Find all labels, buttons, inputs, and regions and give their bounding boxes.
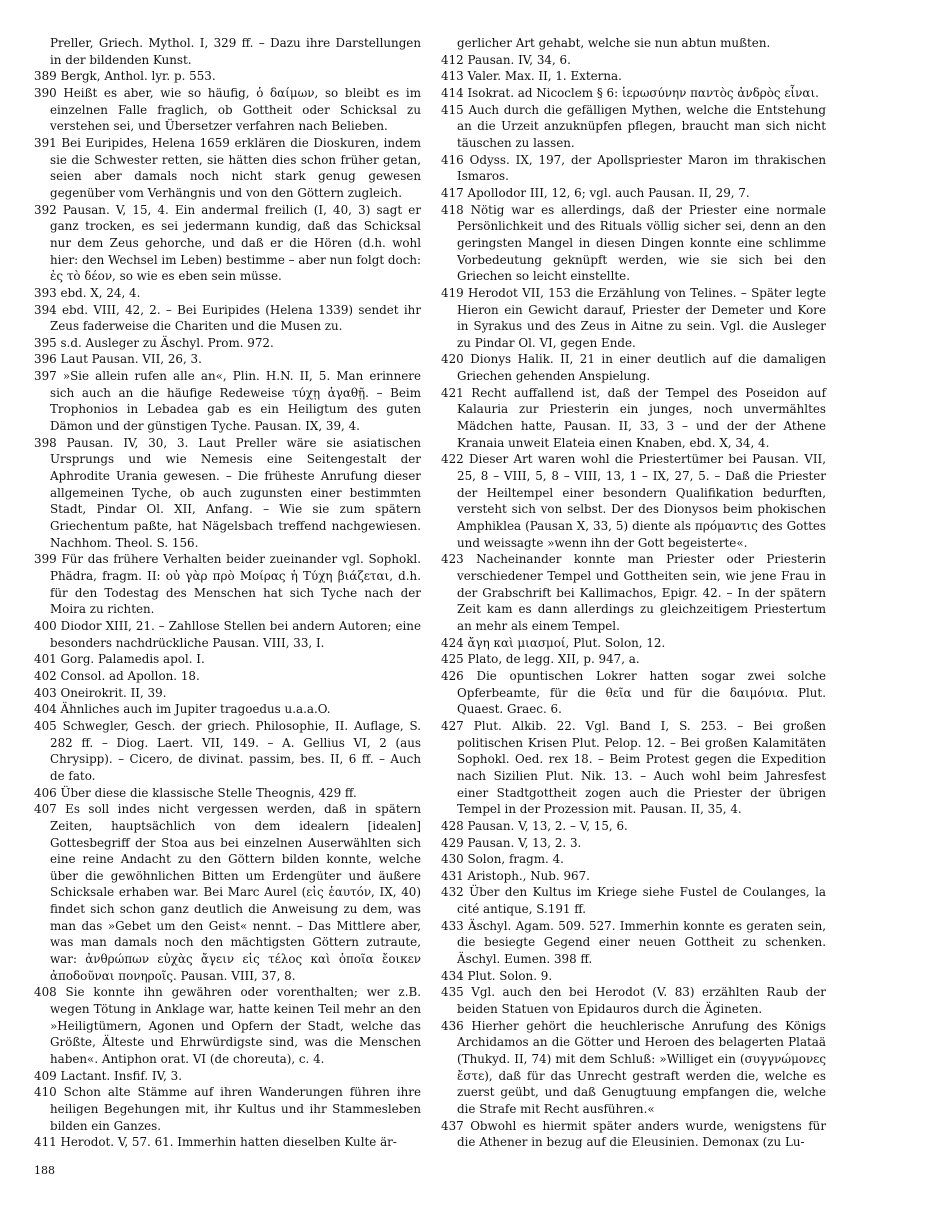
footnote-number: 414 — [441, 85, 464, 100]
footnote-429 — [441, 835, 826, 852]
footnote-text: Apollodor III, 12, 6; vgl. auch Pausan. II, 29, 7. — [467, 185, 750, 200]
footnote-text: Pausan. IV, 30, 3. Laut Preller wäre sie asiatischen Ursprungs und wie Nemesis eine Seitengestalt der Aphrodite Urania gewesen. – Die früheste Anrufung dieser allgemeinen Tyche, ob auch zugunsten einer bestimmten Stadt, Pindar Ol. XII, Anfang. – Wie sie zum spätern Griechentum paßte, hat Nägelsbach treffend nachgewiesen. Nachhom. Theol. S. 156. — [50, 435, 422, 550]
footnote-number: 416 — [441, 152, 464, 167]
footnote-number: 429 — [441, 835, 464, 850]
footnote-number: 398 — [34, 435, 57, 450]
footnote-number: 428 — [441, 818, 464, 833]
footnote-text: Herodot VII, 153 die Erzählung von Telines. – Später legte Hieron ein Gewicht darauf, Priester der Demeter und Kore in Syrakus und des Zeus in Aitne zu sein. Vgl. die Ausleger zu Pindar Ol. VI, gegen Ende. — [457, 285, 827, 350]
footnote-number: 401 — [34, 652, 57, 667]
footnote-number: 410 — [34, 1085, 57, 1100]
footnote-number: 417 — [441, 185, 464, 200]
footnote-389 — [34, 68, 421, 85]
footnote-number: 400 — [34, 618, 57, 633]
footnote-number: 419 — [441, 285, 464, 300]
footnote-text: Bergk, Anthol. lyr. p. 553. — [60, 69, 216, 84]
footnote-text: Pausan. V, 15, 4. Ein andermal freilich (I, 40, 3) sagt er ganz trocken, es sei jedermann kundig, daß das Schicksal nur dem Zeus gehorche, und daß er die Hören (d.h. wohl hier: den Wechsel im Leben) bestimme – aber nun folgt doch: ἐς τὸ δέον, so wie es eben sein müsse. — [50, 202, 422, 284]
footnote-text: ἄγη καὶ μιασμοί, Plut. Solon, 12. — [467, 635, 666, 650]
footnote-424 — [441, 635, 826, 652]
footnote-number: 404 — [34, 702, 57, 717]
footnote-436 — [441, 1018, 826, 1118]
footnote-text: Plato, de legg. XII, p. 947, a. — [467, 652, 640, 667]
footnote-404 — [34, 701, 421, 718]
footnote-number: 420 — [441, 352, 464, 367]
footnote-text: Die opuntischen Lokrer hatten sogar zwei solche Opferbeamte, für die θεῖα und für die δαιμόνια. Plut. Quaest. Graec. 6. — [457, 668, 826, 717]
footnote-number: 436 — [441, 1018, 464, 1033]
footnote-continuation — [441, 35, 826, 52]
footnote-number: 437 — [441, 1118, 464, 1133]
footnote-number: 425 — [441, 652, 464, 667]
footnote-number: 422 — [441, 452, 464, 467]
footnote-428 — [441, 818, 826, 835]
footnote-text: Consol. ad Apollon. 18. — [60, 668, 200, 683]
footnote-text: Ähnliches auch im Jupiter tragoedus u.a.a.O. — [60, 702, 331, 717]
footnote-number: 426 — [441, 668, 464, 683]
footnote-425 — [441, 651, 826, 668]
footnote-414 — [441, 85, 826, 102]
footnote-text: Isokrat. ad Nicoclem § 6: ἱερωσύνην παντὸς ἀνδρὸς εἶναι. — [467, 85, 819, 100]
footnote-number: 392 — [34, 202, 57, 217]
footnote-text: Recht auffallend ist, daß der Tempel des Poseidon auf Kalauria zur Priesterin ein junges, noch unvermähltes Mädchen hatte, Pausan. II, 33, 3 – und der der Athene Kranaia unweit Elateia einen Knaben, ebd. X, 34, 4. — [457, 385, 826, 450]
footnote-number: 427 — [441, 718, 464, 733]
footnote-435 — [441, 984, 826, 1017]
footnote-408 — [34, 984, 421, 1067]
footnote-number: 408 — [34, 985, 57, 1000]
footnote-text: Plut. Alkib. 22. Vgl. Band I, S. 253. – Bei großen politischen Krisen Plut. Pelop. 12. – Bei großen Kalamitäten Sophokl. Oed. rex 18. – Beim Protest gegen die Expedition nach Sizilien Plut. Nik. 13. – Auch wohl beim Jahresfest einer Stadtgottheit zogen auch die Priester der übrigen Tempel in der Prozession mit. Pausan. II, 35, 4. — [457, 718, 826, 817]
footnote-number: 434 — [441, 968, 464, 983]
footnote-401 — [34, 651, 421, 668]
footnote-419 — [441, 285, 826, 352]
footnote-text: gerlicher Art gehabt, welche sie nun abtun mußten. — [457, 36, 771, 50]
footnote-393 — [34, 285, 421, 302]
footnote-number: 415 — [441, 102, 464, 117]
footnote-399 — [34, 551, 421, 618]
footnote-number: 412 — [441, 52, 464, 67]
footnote-number: 418 — [441, 202, 464, 217]
footnote-434 — [441, 968, 826, 985]
footnote-number: 394 — [34, 302, 57, 317]
footnote-392 — [34, 202, 421, 285]
footnote-403 — [34, 685, 421, 702]
footnote-405 — [34, 718, 421, 785]
footnote-number: 409 — [34, 1068, 57, 1083]
footnote-number: 405 — [34, 718, 57, 733]
footnote-number: 407 — [34, 802, 57, 817]
footnote-433 — [441, 918, 826, 968]
footnote-text: Über den Kultus im Kriege siehe Fustel de Coulanges, la cité antique, S.191 ff. — [457, 885, 827, 917]
footnote-409 — [34, 1068, 421, 1085]
footnote-number: 424 — [441, 635, 464, 650]
footnote-text: Dionys Halik. II, 21 in einer deutlich auf die damaligen Griechen gehenden Anspielung. — [457, 352, 827, 384]
footnote-text: Nötig war es allerdings, daß der Priester eine normale Persönlichkeit und des Rituals völlig sicher sei, denn an den geringsten Mangel in diesen Dingen konnte eine schlimme Vorbedeutung geknüpft werden, wie sie sich bei den Griechen so leicht einstellte. — [457, 202, 826, 284]
footnote-number: 395 — [34, 335, 57, 350]
footnote-415 — [441, 102, 826, 152]
footnote-418 — [441, 202, 826, 285]
footnote-number: 397 — [34, 369, 57, 384]
footnote-number: 433 — [441, 918, 464, 933]
footnote-number: 389 — [34, 69, 57, 84]
footnote-390 — [34, 85, 421, 135]
footnote-412 — [441, 52, 826, 69]
footnote-text: Auch durch die gefälligen Mythen, welche die Entstehung an die Urzeit anzuknüpfen pflegen, braucht man sich nicht täuschen zu lassen. — [457, 102, 827, 150]
footnote-number: 393 — [34, 285, 57, 300]
footnote-422 — [441, 451, 826, 551]
footnote-number: 431 — [441, 868, 464, 883]
footnote-391 — [34, 135, 421, 202]
footnote-text: Schon alte Stämme auf ihren Wanderungen führen ihre heiligen Begehungen mit, ihr Kultus und ihr Stammesleben bilden ein Ganzes. — [50, 1085, 422, 1133]
page-number: 188 — [34, 1164, 55, 1177]
footnote-text: Plut. Solon. 9. — [467, 968, 553, 983]
footnote-number: 396 — [34, 352, 57, 367]
footnote-text: Pausan. V, 13, 2. 3. — [467, 835, 582, 850]
footnote-text: Aristoph., Nub. 967. — [467, 868, 590, 883]
footnote-number: 399 — [34, 552, 57, 567]
footnote-number: 406 — [34, 785, 57, 800]
footnote-text: ebd. X, 24, 4. — [60, 285, 141, 300]
footnote-427 — [441, 718, 826, 818]
footnote-text: Äschyl. Agam. 509. 527. Immerhin konnte es geraten sein, die besiegte Gegend einer neuen Gottheit zu schenken. Äschyl. Eumen. 398 ff. — [457, 918, 827, 967]
footnote-number: 421 — [441, 385, 464, 400]
footnote-text: Für das frühere Verhalten beider zueinander vgl. Sophokl. Phädra, fragm. II: οὐ γὰρ πρὸ Μοίρας ἡ Τύχη βιάζεται, d.h. für den Todestag des Menschen hat sich Tyche nach der Moira zu richten. — [50, 552, 422, 617]
footnote-text: »Sie allein rufen alle an«, Plin. H.N. II, 5. Man erinnere sich auch an die häufige Redeweise τύχῃ ἀγαθῇ. – Beim Trophonios in Lebadea gab es ein Heiligtum des guten Dämon und der günstigen Tyche. Pausan. IX, 39, 4. — [50, 369, 421, 434]
footnote-426 — [441, 668, 826, 718]
footnote-text: Sie konnte ihn gewähren oder vorenthalten; wer z.B. wegen Tötung in Anklage war, hatte keinen Teil mehr an den »Heiligtümern, Agonen und Opfern der Stadt, welche das Größte, Älteste und Ehrwürdigste sind, was die Menschen haben«. Antiphon orat. VI (de choreuta), c. 4. — [50, 985, 421, 1067]
footnote-text: Gorg. Palamedis apol. I. — [60, 652, 205, 667]
footnote-397 — [34, 368, 421, 435]
footnote-395 — [34, 335, 421, 352]
footnote-423 — [441, 551, 826, 634]
footnote-410 — [34, 1084, 421, 1134]
footnote-text: Heißt es aber, wie so häufig, ὁ δαίμων, so bleibt es im einzelnen Falle fraglich, ob Gottheit oder Schicksal zu verstehen sei, und Übersetzer verfahren nach Belieben. — [50, 85, 422, 134]
footnote-text: Obwohl es hiermit später anders wurde, wenigstens für die Athener in bezug auf die Eleusinien. Demonax (zu Lu- — [457, 1118, 827, 1150]
left-column — [34, 35, 421, 1151]
footnote-394 — [34, 302, 421, 335]
footnote-431 — [441, 868, 826, 885]
footnote-text: Schwegler, Gesch. der griech. Philosophie, II. Auflage, S. 282 ff. – Diog. Laert. VII, 149. – A. Gellius VI, 2 (aus Chrysipp). – Cicero, de divinat. passim, bes. II, 6 ff. – Auch de fato. — [50, 718, 421, 783]
footnote-text: Oneirokrit. II, 39. — [60, 685, 167, 700]
footnote-text: Es soll indes nicht vergessen werden, daß in spätern Zeiten, hauptsächlich von dem idealern [idealen] Gottesbegriff der Stoa aus bei einzelnen Auserwählten sich eine reine Andacht zu den Göttern bilden konnte, welche über die gewöhnlichen Bitten um Erdengüter und äußere Schicksale erhaben war. Bei Marc Aurel (εἰς ἑαυτόν, IX, 40) findet sich schon ganz deutlich die Anweisung zu dem, was man das »Gebet um den Geist« nennt. – Das Mittlere aber, was man damals noch den mächtigsten Göttern zutraute, war: ἀνθρώπων εὐχὰς ἄγειν εἰς τέλος καὶ ὁποῖα ἔοικεν ἀποδοῦναι πονηροῖς. Pausan. VIII, 37, 8. — [50, 802, 421, 983]
footnote-continuation — [34, 35, 421, 68]
footnote-text: Vgl. auch den bei Herodot (V. 83) erzählten Raub der beiden Statuen von Epidauros durch die Ägineten. — [457, 985, 826, 1017]
footnote-number: 402 — [34, 668, 57, 683]
footnote-text: Odyss. IX, 197, der Apollspriester Maron im thrakischen Ismaros. — [457, 152, 827, 184]
footnote-400 — [34, 618, 421, 651]
footnote-406 — [34, 785, 421, 802]
right-column — [441, 35, 826, 1151]
footnote-number: 411 — [34, 1135, 57, 1150]
footnote-417 — [441, 185, 826, 202]
footnote-413 — [441, 68, 826, 85]
footnote-number: 413 — [441, 69, 464, 84]
footnote-text: Pausan. V, 13, 2. – V, 15, 6. — [467, 818, 628, 833]
footnote-396 — [34, 351, 421, 368]
footnote-text: Hierher gehört die heuchlerische Anrufung des Königs Archidamos an die Götter und Heroen des belagerten Plataä (Thukyd. II, 74) mit dem Schluß: »Williget ein (συγγνώμονες ἔστε), daß für das Unrecht gestraft werden die, welche es zuerst geübt, und daß Genugtuung empfangen die, welche die Strafe mit Recht ausführen.« — [457, 1018, 826, 1116]
footnote-430 — [441, 851, 826, 868]
footnote-text: Herodot. V, 57. 61. Immerhin hatten dieselben Kulte är- — [60, 1135, 397, 1150]
footnote-number: 403 — [34, 685, 57, 700]
footnote-416 — [441, 152, 826, 185]
footnote-number: 390 — [34, 85, 57, 100]
footnote-number: 435 — [441, 985, 464, 1000]
footnote-437 — [441, 1118, 826, 1151]
footnote-text: Laut Pausan. VII, 26, 3. — [60, 352, 202, 367]
footnote-text: Über diese die klassische Stelle Theognis, 429 ff. — [60, 785, 357, 800]
footnote-text: s.d. Ausleger zu Äschyl. Prom. 972. — [60, 335, 274, 350]
footnote-text: ebd. VIII, 42, 2. – Bei Euripides (Helena 1339) sendet ihr Zeus faderweise die Chariten und die Musen zu. — [50, 302, 422, 334]
footnote-407 — [34, 801, 421, 984]
footnote-number: 423 — [441, 552, 464, 567]
footnote-text: Diodor XIII, 21. – Zahllose Stellen bei andern Autoren; eine besonders nachdrückliche Pausan. VIII, 33, I. — [50, 618, 421, 650]
footnote-text: Nacheinander konnte man Priester oder Priesterin verschiedener Tempel und Gottheiten sein, wie jene Frau in der Grabschrift bei Kallimachos, Epigr. 42. – In der spätern Zeit kam es dann allerdings zu gleichzeitigem Priestertum an mehr als einem Tempel. — [457, 552, 827, 633]
footnote-421 — [441, 385, 826, 452]
footnote-398 — [34, 435, 421, 552]
footnote-number: 432 — [441, 885, 464, 900]
footnote-text: Pausan. IV, 34, 6. — [467, 52, 571, 67]
footnote-text: Bei Euripides, Helena 1659 erklären die Dioskuren, indem sie die Schwester retten, sie hätten dies schon früher getan, seien aber damals noch nicht stark genug gewesen gegenüber vom Verhängnis und von den Göttern zugleich. — [50, 135, 422, 200]
footnote-text: Preller, Griech. Mythol. I, 329 ff. – Dazu ihre Darstellungen in der bildenden Kunst. — [50, 36, 421, 67]
footnote-432 — [441, 884, 826, 917]
footnote-402 — [34, 668, 421, 685]
footnote-text: Solon, fragm. 4. — [467, 852, 564, 867]
footnote-420 — [441, 351, 826, 384]
footnote-411 — [34, 1134, 421, 1151]
footnote-number: 430 — [441, 852, 464, 867]
footnote-number: 391 — [34, 135, 57, 150]
footnote-text: Dieser Art waren wohl die Priestertümer bei Pausan. VII, 25, 8 – VIII, 5, 8 – VIII, 13, 1 – IX, 27, 5. – Daß die Priester der Heiltempel einer besondern Qualifikation bedurften, versteht sich von selbst. Der des Dionysos beim phokischen Amphiklea (Pausan X, 33, 5) diente als πρόμαντις des Gottes und weissagte »wenn ihn der Gott begeisterte«. — [457, 452, 827, 550]
footnote-text: Valer. Max. II, 1. Externa. — [467, 69, 622, 84]
footnote-text: Lactant. Insfif. IV, 3. — [60, 1068, 183, 1083]
